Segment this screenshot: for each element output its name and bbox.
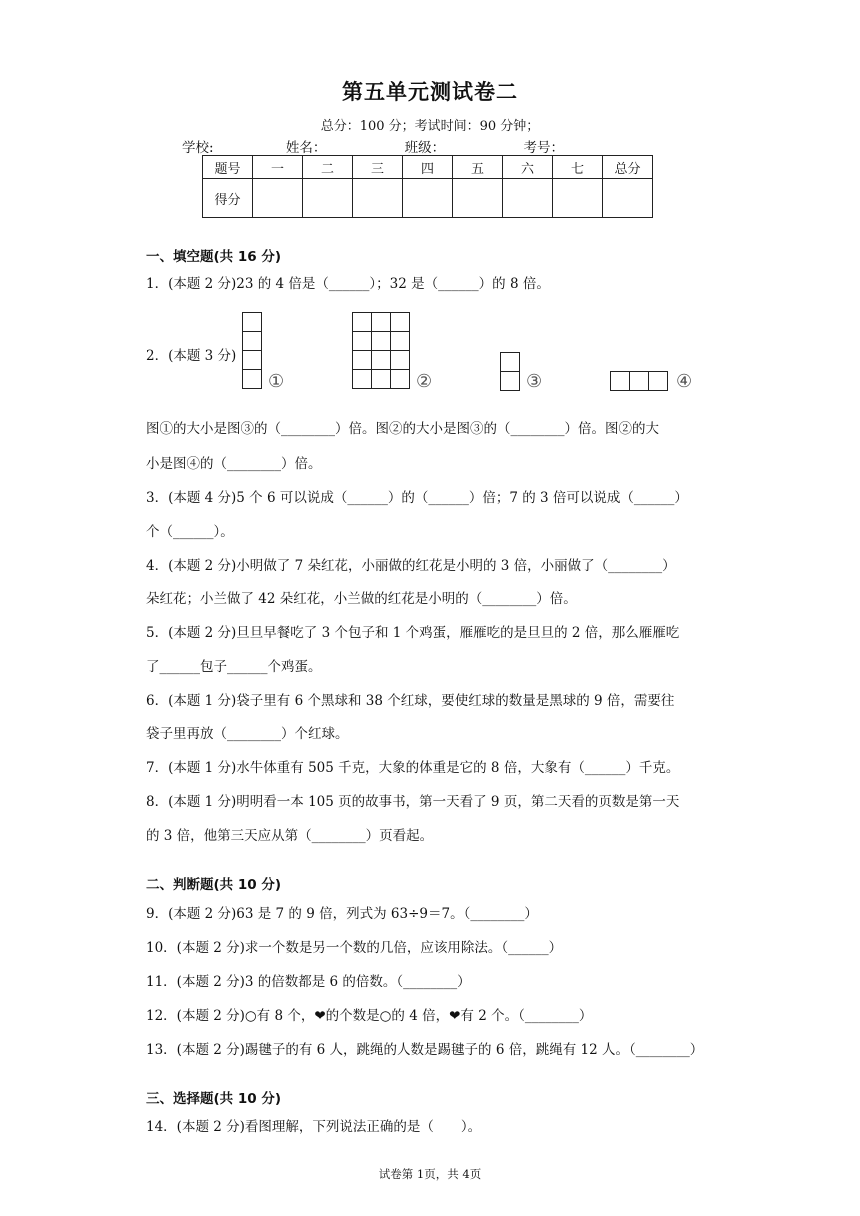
- class-label: 班级：: [404, 140, 446, 156]
- score-cell[interactable]: [353, 179, 403, 218]
- grid-cell: [500, 352, 520, 372]
- grid-cell: [352, 331, 372, 351]
- score-header-cell: 三: [353, 156, 403, 179]
- section-heading-choice: 三、选择题(共 10 分): [146, 1091, 282, 1107]
- grid-cell: [648, 371, 668, 391]
- score-header-cell: 五: [453, 156, 503, 179]
- question-9: 9．(本题 2 分)63 是 7 的 9 倍，列式为 63÷9＝7。（________）: [146, 906, 538, 922]
- score-header-cell: 四: [403, 156, 453, 179]
- question-10: 10．(本题 2 分)求一个数是另一个数的几倍，应该用除法。（______）: [146, 940, 563, 956]
- score-table-score-row: [203, 179, 653, 218]
- score-header-cell: 六: [503, 156, 553, 179]
- score-cell[interactable]: [553, 179, 603, 218]
- grid-cell: [629, 371, 649, 391]
- grid-cell: [500, 371, 520, 391]
- score-header-cell: 题号: [203, 156, 253, 179]
- section-heading-fill-in: 一、填空题(共 16 分): [146, 249, 282, 265]
- grid-cell: [371, 312, 391, 332]
- grid-cell: [390, 312, 410, 332]
- score-cell[interactable]: [303, 179, 353, 218]
- question-6-line-1: 6．(本题 1 分)袋子里有 6 个黑球和 38 个红球，要使红球的数量是黑球的 9 倍，需要往: [146, 693, 675, 709]
- question-11: 11．(本题 2 分)3 的倍数都是 6 的倍数。（________）: [146, 974, 471, 990]
- grid-cell: [352, 350, 372, 370]
- question-7: 7．(本题 1 分)水牛体重有 505 千克，大象的体重是它的 8 倍，大象有（______）千克。: [146, 760, 680, 776]
- score-table-header-row: [203, 156, 653, 179]
- score-table: [202, 155, 653, 218]
- question-8-line-2: 的 3 倍，他第三天应从第（________）页看起。: [146, 828, 434, 844]
- class-field[interactable]: [445, 141, 519, 156]
- grid-cell: [242, 350, 262, 370]
- figure-3-label: ③: [526, 371, 543, 392]
- grid-cell: [242, 369, 262, 389]
- id-field[interactable]: [564, 141, 638, 156]
- grid-cell: [610, 371, 630, 391]
- grid-cell: [371, 369, 391, 389]
- score-cell[interactable]: [603, 179, 653, 218]
- grid-cell: [242, 331, 262, 351]
- name-field[interactable]: [326, 141, 400, 156]
- page-title: 第五单元测试卷二: [342, 80, 518, 104]
- figure-1-label: ①: [268, 371, 285, 392]
- score-cell[interactable]: [403, 179, 453, 218]
- grid-cell: [371, 331, 391, 351]
- school-label: 学校:: [182, 140, 214, 156]
- question-6-line-2: 袋子里再放（________）个红球。: [146, 726, 349, 742]
- section-heading-judgment: 二、判断题(共 10 分): [146, 877, 282, 893]
- score-header-cell: 二: [303, 156, 353, 179]
- score-cell[interactable]: [453, 179, 503, 218]
- question-1: 1．(本题 2 分)23 的 4 倍是（______）；32 是（______）的 8 倍。: [146, 276, 550, 292]
- exam-meta: 总分：100 分；考试时间：90 分钟；: [320, 119, 540, 134]
- score-header-cell: 一: [253, 156, 303, 179]
- id-label: 考号：: [523, 140, 564, 156]
- question-14: 14．(本题 2 分)看图理解，下列说法正确的是（ ）。: [146, 1119, 482, 1135]
- question-2-text-line-1: 图①的大小是图③的（________）倍。图②的大小是图③的（________）倍。图②的大: [146, 421, 659, 437]
- page-footer: 试卷第 1页，共 4页: [378, 1167, 482, 1181]
- grid-cell: [390, 350, 410, 370]
- figure-4-label: ④: [676, 371, 693, 392]
- grid-cell: [352, 369, 372, 389]
- student-info-line: [182, 136, 638, 156]
- grid-cell: [242, 312, 262, 332]
- score-cell[interactable]: [503, 179, 553, 218]
- question-4-line-1: 4．(本题 2 分)小明做了 7 朵红花，小丽做的红花是小明的 3 倍，小丽做了（________）: [146, 558, 676, 574]
- question-5-line-1: 5．(本题 2 分)旦旦早餐吃了 3 个包子和 1 个鸡蛋，雁雁吃的是旦旦的 2 倍，那么雁雁吃: [146, 625, 680, 641]
- figure-2-label: ②: [416, 371, 433, 392]
- question-3-line-2: 个（______）。: [146, 524, 234, 540]
- school-field[interactable]: [214, 141, 282, 156]
- score-header-cell: 七: [553, 156, 603, 179]
- score-cell[interactable]: [253, 179, 303, 218]
- grid-cell: [352, 312, 372, 332]
- question-3-line-1: 3．(本题 4 分)5 个 6 可以说成（______）的（______）倍；7 的 3 倍可以说成（______）: [146, 490, 688, 506]
- score-row-label: 得分: [203, 179, 253, 218]
- grid-cell: [371, 350, 391, 370]
- grid-cell: [390, 369, 410, 389]
- question-13: 13．(本题 2 分)踢毽子的有 6 人，跳绳的人数是踢毽子的 6 倍，跳绳有 12 人。（________）: [146, 1042, 704, 1058]
- question-5-line-2: 了______包子______个鸡蛋。: [146, 659, 322, 675]
- name-label: 姓名：: [285, 140, 327, 156]
- question-2: 2．(本题 3 分): [146, 348, 237, 364]
- grid-cell: [390, 331, 410, 351]
- question-8-line-1: 8．(本题 1 分)明明看一本 105 页的故事书，第一天看了 9 页，第二天看的页数是第一天: [146, 794, 680, 810]
- score-header-cell: 总分: [603, 156, 653, 179]
- question-12: 12．(本题 2 分)○有 8 个，❤的个数是○的 4 倍，❤有 2 个。（________）: [146, 1008, 593, 1024]
- question-4-line-2: 朵红花；小兰做了 42 朵红花，小兰做的红花是小明的（________）倍。: [146, 591, 577, 607]
- question-2-text-line-2: 小是图④的（________）倍。: [146, 456, 322, 472]
